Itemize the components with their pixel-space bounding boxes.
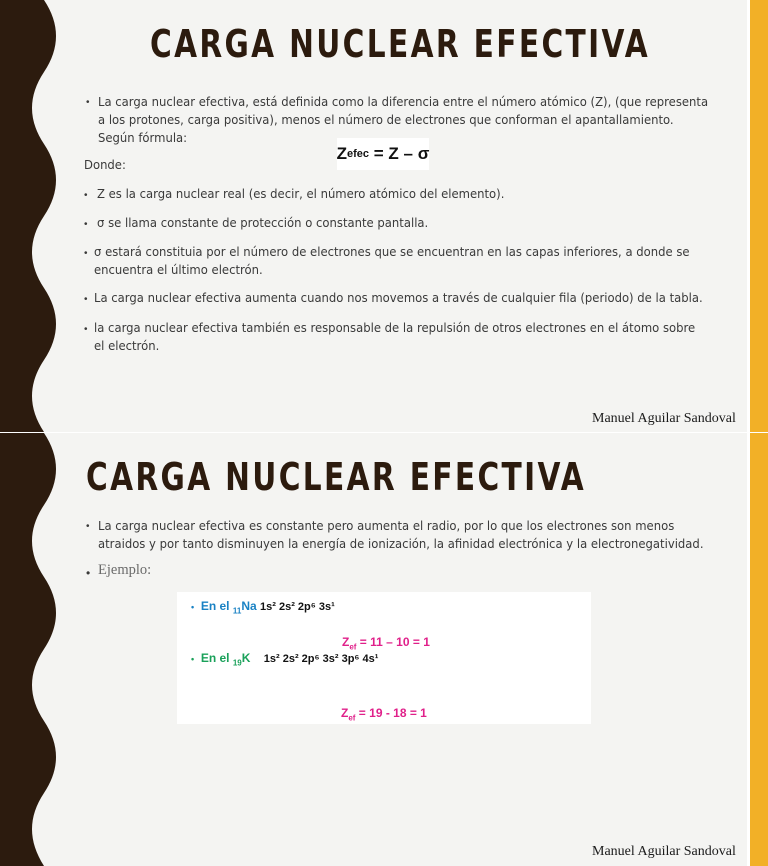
- slide-2-title: CARGA NUCLEAR EFECTIVA: [86, 455, 587, 499]
- slide-2-author: Manuel Aguilar Sandoval: [592, 844, 736, 859]
- bullet-dot: •: [84, 219, 88, 230]
- bullet-dot: •: [84, 248, 88, 259]
- bullet-sigma-electrons: σ estará constituia por el número de electrones que se encuentran en las capas inferiores, a donde se encuentra el último electrón.: [94, 244, 690, 277]
- slide-1-title: CARGA NUCLEAR EFECTIVA: [149, 22, 651, 66]
- wavy-sidebar: [0, 433, 60, 866]
- bullet-dot: •: [84, 324, 88, 335]
- bullet-z: Z es la carga nuclear real (es decir, el número atómico del elemento).: [97, 186, 505, 201]
- bullet-dot: •: [84, 190, 88, 201]
- bullet-repulsion: la carga nuclear efectiva también es responsable de la repulsión de otros electrones en el átomo sobre el electrón.: [94, 320, 696, 353]
- na-zef: $Z_{ef} = 11 - 10 = 1$: [342, 635, 430, 652]
- donde-label: Donde:: [84, 157, 126, 172]
- example-image: [177, 592, 591, 724]
- accent-bar: [750, 0, 768, 432]
- bullet-dot: •: [86, 521, 90, 532]
- na-row: • En el $_{11}$Na 1s² 2s² 2p⁶ 3s¹: [191, 599, 335, 616]
- wavy-sidebar: [0, 0, 60, 432]
- constante-text: La carga nuclear efectiva es constante pero aumenta el radio, por lo que los electrones son menos atraidos y por tanto disminuyen la energía de ionización, la afinidad electrónica y la electronegatividad.: [98, 518, 704, 551]
- ejemplo-label: Ejemplo:: [98, 562, 152, 578]
- bullet-dot: •: [84, 294, 88, 305]
- bullet-aumenta: La carga nuclear efectiva aumenta cuando nos movemos a través de cualquier fila (periodo) de la tabla.: [94, 290, 703, 305]
- formula-zefec: Z efec = Z – σ: [337, 138, 429, 170]
- k-row: • En el $_{19}$K 1s² 2s² 2p⁶ 3s² 3p⁶ 4s¹: [191, 651, 379, 668]
- intro-text: La carga nuclear efectiva, está definida como la diferencia entre el número atómico (Z), (que representa a los protones, carga positiva), menos el número de electrones que conforman el apantallamiento. Según fórmula:: [98, 94, 709, 145]
- accent-bar: [750, 433, 768, 866]
- bullet-dot: •: [86, 97, 90, 108]
- k-zef: $Z_{ef} = 19 - 18 = 1$: [341, 706, 427, 723]
- bullet-sigma: σ se llama constante de protección o constante pantalla.: [97, 215, 429, 230]
- bullet-dot: •: [86, 566, 91, 580]
- slide-1-author: Manuel Aguilar Sandoval: [592, 411, 736, 426]
